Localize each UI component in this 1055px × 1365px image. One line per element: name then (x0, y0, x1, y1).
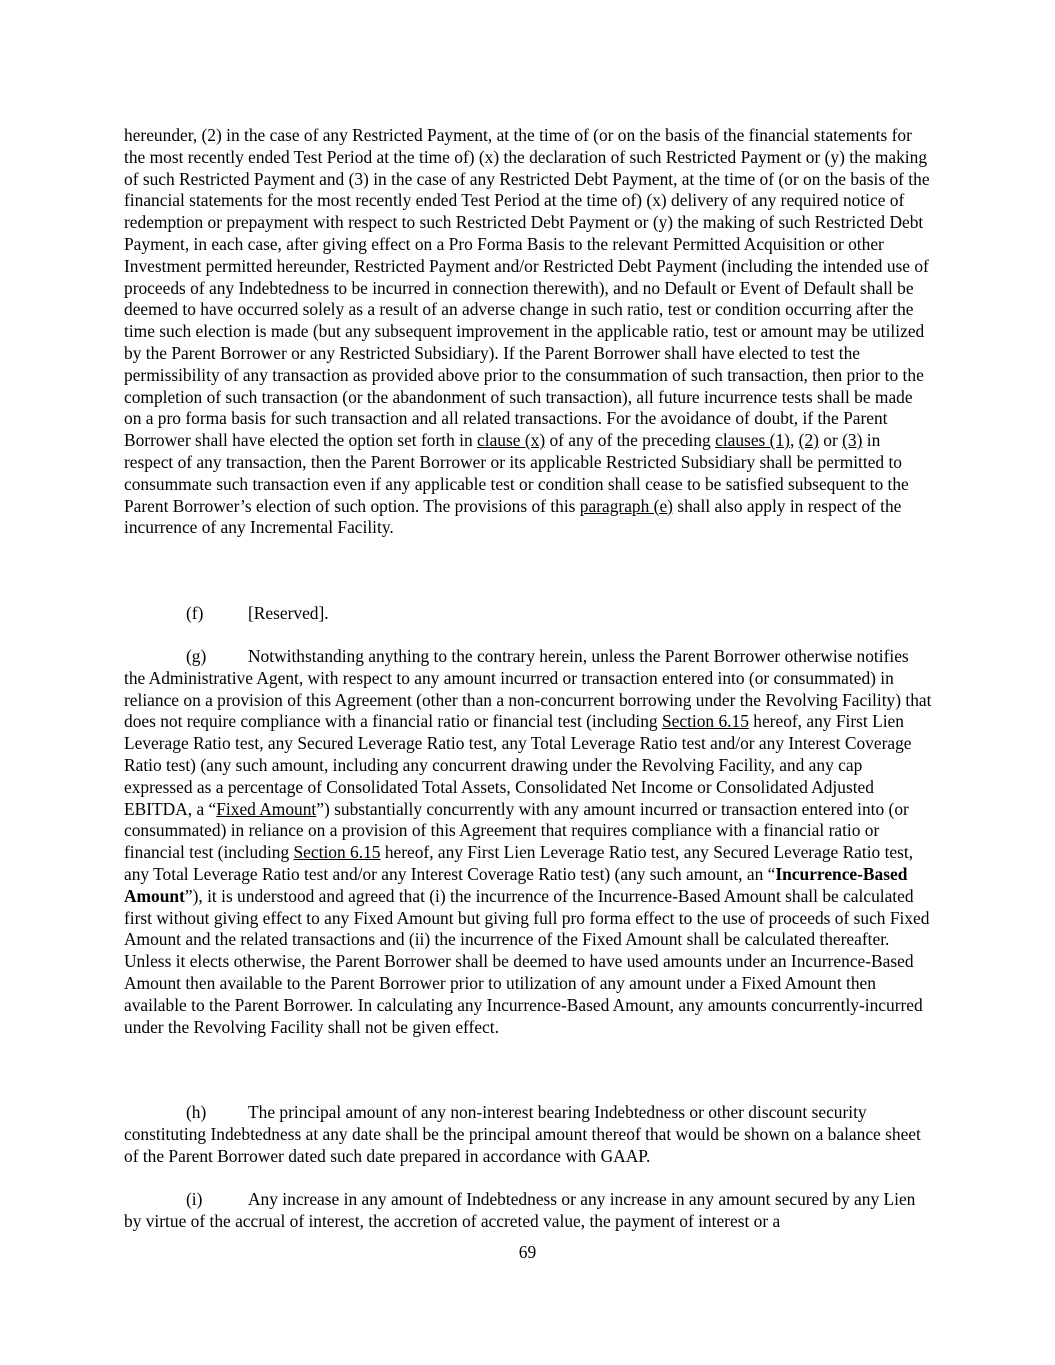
defined-term-incurrence-based-amount: Incurrence-Based Amount (124, 863, 908, 906)
page-number: 69 (518, 1242, 537, 1262)
paragraph-f-label: (f) (186, 603, 204, 623)
reference-clause-x: clause (x) (477, 430, 546, 451)
paragraph-i-label: (i) (186, 1189, 203, 1209)
reference-clause-2: (2) (798, 430, 819, 451)
paragraph-continued: hereunder, (2) in the case of any Restricted Payment, at the time of (or on the basis of the financial statements for the most recently ended Test Period at the time of) (x) the declaration of such Restricted Payment or (y) the making of such Restricted Payment and (3) in the case of any Restricted Debt Payment, at the time of (or on the basis of the financial statements for the most recently ended Test Period at the time of) (x) delivery of any required notice of redemption or prepayment with respect to such Restricted Debt Payment or (y) the making of such Restricted Debt Payment, in each case, after giving effect on a Pro Forma Basis to the relevant Permitted Acquisition or other Investment permitted hereunder, Restricted Payment and/or Restricted Debt Payment (including the intended use of proceeds of any Indebtedness to be incurred in connection therewith), and no Default or Event of Default shall be deemed to have occurred solely as a result of an adverse change in such ratio, test or condition occurring after the time such election is made (but any subsequent improvement in the applicable ratio, test or amount may be utilized by the Parent Borrower or any Restricted Subsidiary). If the Parent Borrower shall have elected to test the permissibility of any transaction as provided above prior to the consummation of such transaction, then prior to the completion of such transaction (or the abandonment of such transaction), all future incurrence tests shall be made on a pro forma basis for such transaction and all related transactions. For the avoidance of doubt, if the Parent Borrower shall have elected the option set forth in clause (x) of any of the preceding clauses (1), (2) or (3) in respect of any transaction, then the Parent Borrower or its applicable Restricted Subsidiary shall be permitted to consummate such transaction even if any applicable test or condition shall cease to be satisfied subsequent to the Parent Borrower’s election of such option. The provisions of this paragraph (e) shall also apply in respect of the incurrence of any Incremental Facility. (124, 125, 930, 538)
paragraph-g: (g) Notwithstanding anything to the contrary herein, unless the Parent Borrower otherwise notifies the Administrative Agent, with respect to any amount incurred or transaction entered into (or consummated) in reliance on a provision of this Agreement (other than a non-concurrent borrowing under the Revolving Facility) that does not require compliance with a financial ratio or financial test (including Section 6.15 hereof, any First Lien Leverage Ratio test, any Secured Leverage Ratio test, any Total Leverage Ratio test and/or any Interest Coverage Ratio test) (any such amount, including any concurrent drawing under the Revolving Facility, and any cap expressed as a percentage of Consolidated Total Assets, Consolidated Net Income or Consolidated Adjusted EBITDA, a “Fixed Amount”) substantially concurrently with any amount incurred or transaction entered into (or consummated) in reliance on a provision of this Agreement that requires compliance with a financial ratio or financial test (including Section 6.15 hereof, any First Lien Leverage Ratio test, any Secured Leverage Ratio test, any Total Leverage Ratio test and/or any Interest Coverage Ratio test) (any such amount, an “Incurrence-Based Amount”), it is understood and agreed that (i) the incurrence of the Incurrence-Based Amount shall be calculated first without giving effect to any Fixed Amount but giving full pro forma effect to the use of proceeds of such Fixed Amount and the related transactions and (ii) the incurrence of the Fixed Amount shall be calculated thereafter. Unless it elects otherwise, the Parent Borrower shall be deemed to have used amounts under an Incurrence-Based Amount then available to the Parent Borrower prior to utilization of any amount under a Fixed Amount then available to the Parent Borrower. In calculating any Incurrence-Based Amount, any amounts concurrently-incurred under the Revolving Facility shall not be given effect. (124, 646, 932, 1037)
defined-term-fixed-amount: Fixed Amount (216, 798, 317, 819)
paragraph-h-label: (h) (186, 1102, 207, 1122)
paragraph-f-text: [Reserved]. (248, 603, 329, 623)
reference-clause-3: (3) (842, 430, 863, 451)
reference-clauses-1: clauses (1) (715, 430, 790, 451)
paragraph-h (124, 1102, 932, 1167)
reference-paragraph-e: paragraph (e) (579, 495, 673, 516)
reference-section-6-15: Section 6.15 (293, 842, 381, 863)
paragraph-h-text: The principal amount of any non-interest bearing Indebtedness or other discount security constituting Indebtedness at any date shall be the principal amount thereof that would be shown on a balance sheet of the Parent Borrower dated such date prepared in accordance with GAAP. (124, 1102, 921, 1166)
paragraph-i-text: Any increase in any amount of Indebtedness or any increase in any amount secured by any Lien by virtue of the accrual of interest, the accretion of accreted value, the payment of interest or a (124, 1189, 916, 1231)
paragraph-i (124, 1189, 932, 1233)
reference-section-6-15: Section 6.15 (661, 711, 749, 732)
paragraph-g-label: (g) (186, 646, 207, 666)
paragraph-f (124, 603, 932, 625)
